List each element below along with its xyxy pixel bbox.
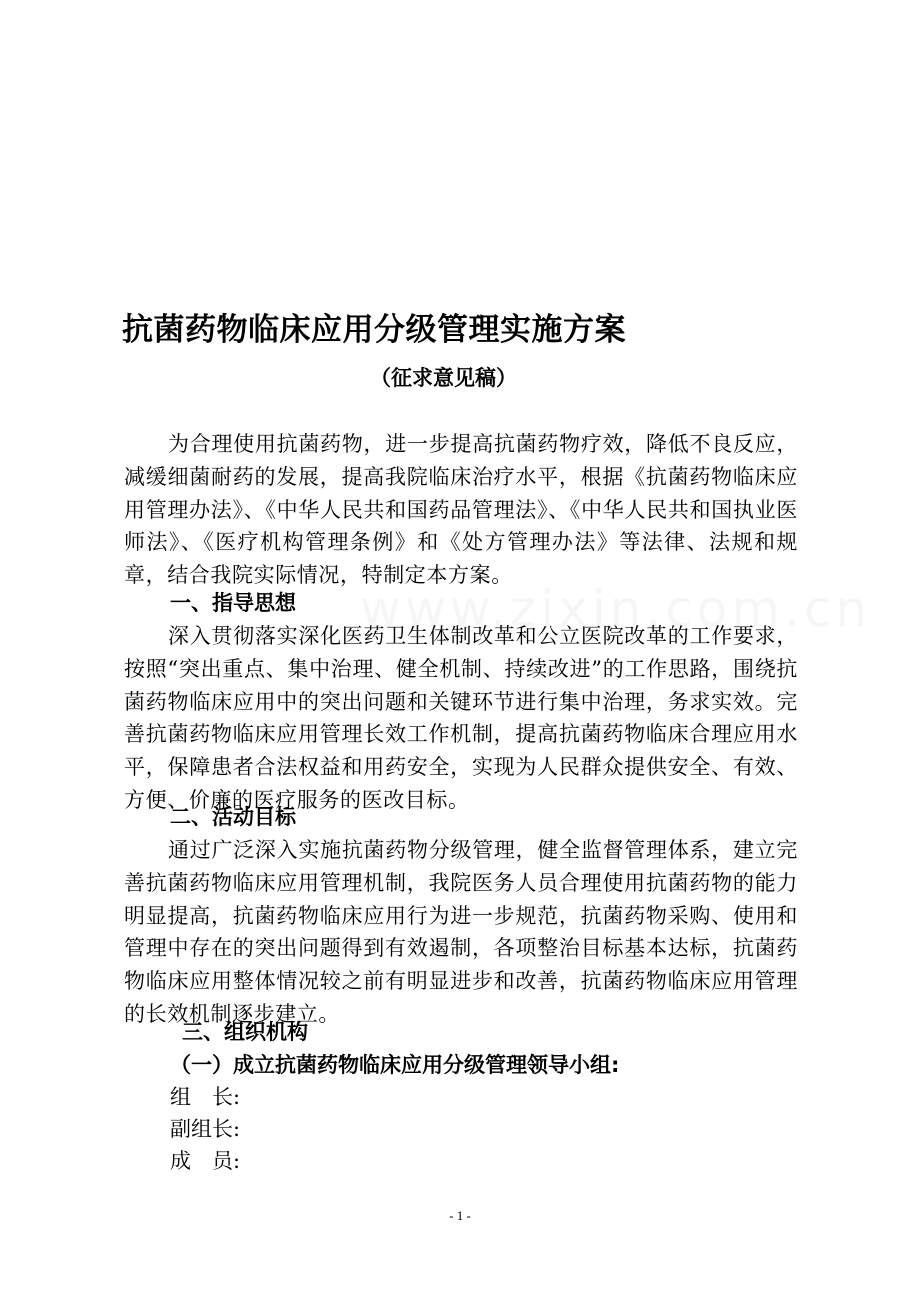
- subsection-heading: （一）成立抗菌药物临床应用分级管理领导小组:: [170, 1053, 620, 1077]
- document-title: 抗菌药物临床应用分级管理实施方案: [122, 312, 626, 348]
- section-heading-1: 一、指导思想: [170, 591, 296, 615]
- roster-deputy: 副组长:: [170, 1117, 241, 1141]
- section-body-1: 深入贯彻落实深化医药卫生体制改革和公立医院改革的工作要求，按照“突出重点、集中治理、健全机制、持续改进”的工作思路，围绕抗菌药物临床应用中的突出问题和关键环节进行集中治理，务求实效。完善抗菌药物临床应用管理长效工作机制，提高抗菌药物临床合理应用水平，保障患者合法权益和用药安全，实现为人民群众提供安全、有效、方便、价廉的医疗服务的医改目标。: [124, 624, 798, 812]
- section-heading-3: 三、组织机构: [182, 1020, 308, 1044]
- section-body-2: 通过广泛深入实施抗菌药物分级管理，健全监督管理体系，建立完善抗菌药物临床应用管理机制，我院医务人员合理使用抗菌药物的能力明显提高，抗菌药物临床应用行为进一步规范，抗菌药物采购、使用和管理中存在的突出问题得到有效遏制，各项整治目标基本达标，抗菌药物临床应用整体情况较之前有明显进步和改善，抗菌药物临床应用管理的长效机制逐步建立。: [124, 838, 798, 1026]
- section-heading-2: 二、活动目标: [170, 805, 296, 829]
- intro-paragraph: 为合理使用抗菌药物，进一步提高抗菌药物疗效，降低不良反应，减缓细菌耐药的发展，提高我院临床治疗水平，根据《抗菌药物临床应用管理办法》、《中华人民共和国药品管理法》、《中华人民共和国执业医师法》、《医疗机构管理条例》和《处方管理办法》等法律、法规和规章，结合我院实际情况，特制定本方案。: [124, 432, 798, 588]
- page-number: - 1 -: [449, 1208, 471, 1223]
- roster-leader: 组 长:: [170, 1085, 241, 1109]
- roster-members: 成 员:: [170, 1149, 241, 1173]
- document-subtitle: （征求意见稿）: [370, 366, 517, 390]
